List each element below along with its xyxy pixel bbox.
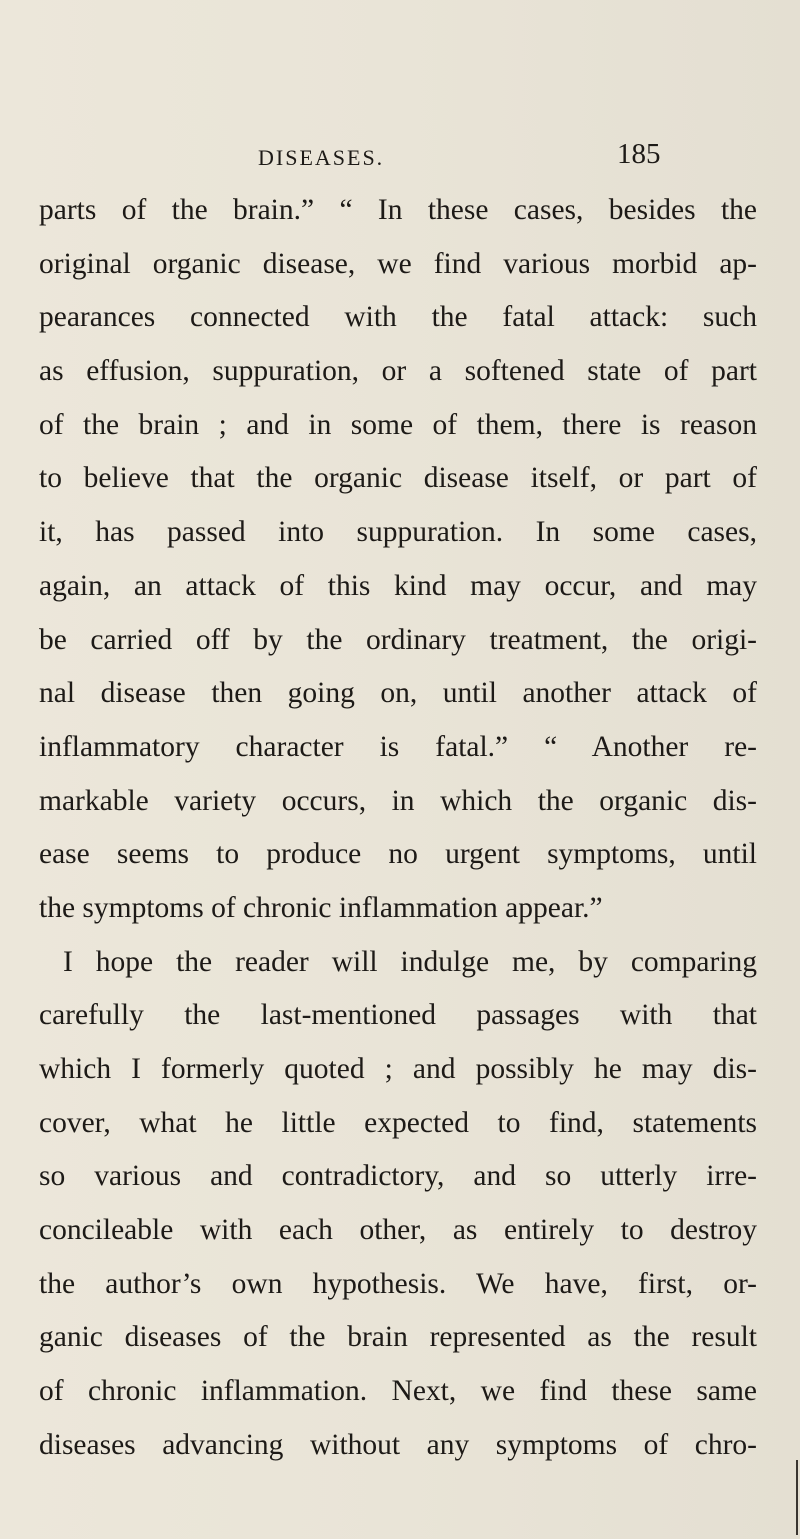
text-line: the author’s own hypothesis. We have, first, or- <box>39 1267 757 1300</box>
text-line: of the brain ; and in some of them, there is reason <box>39 408 757 441</box>
page-number: 185 <box>617 138 661 170</box>
text-line: markable variety occurs, in which the organic dis- <box>39 784 757 817</box>
running-head: DISEASES. <box>258 145 385 170</box>
page-edge-mark <box>796 1460 798 1535</box>
text-line: to believe that the organic disease itself, or part of <box>39 462 757 495</box>
text-line: nal disease then going on, until another attack of <box>39 677 757 710</box>
body-text <box>39 184 757 1473</box>
text-line: inflammatory character is fatal.” “ Another re- <box>39 730 757 763</box>
text-line: the symptoms of chronic inflammation appear.” <box>39 891 603 924</box>
text-line: so various and contradictory, and so utterly irre- <box>39 1160 757 1193</box>
text-line: which I formerly quoted ; and possibly he may dis- <box>39 1053 757 1085</box>
text-line: pearances connected with the fatal attack: such <box>39 301 757 334</box>
text-line: cover, what he little expected to find, statements <box>39 1106 757 1139</box>
text-line: diseases advancing without any symptoms of chro- <box>39 1428 757 1461</box>
text-line: it, has passed into suppuration. In some cases, <box>39 516 757 549</box>
text-line: ganic diseases of the brain represented as the result <box>39 1321 757 1354</box>
text-line: I hope the reader will indulge me, by comparing <box>63 945 757 978</box>
text-line: parts of the brain.” “ In these cases, besides the <box>39 194 757 226</box>
text-line: carefully the last-mentioned passages with that <box>39 999 757 1032</box>
page-header <box>0 138 800 178</box>
text-line: be carried off by the ordinary treatment, the origi- <box>39 623 757 656</box>
text-line: as effusion, suppuration, or a softened state of part <box>39 355 757 388</box>
text-line: again, an attack of this kind may occur, and may <box>39 569 757 602</box>
text-line: original organic disease, we find various morbid ap- <box>39 247 757 280</box>
text-line: concileable with each other, as entirely to destroy <box>39 1214 757 1247</box>
text-line: of chronic inflammation. Next, we find these same <box>39 1375 757 1408</box>
text-line: ease seems to produce no urgent symptoms, until <box>39 838 757 871</box>
